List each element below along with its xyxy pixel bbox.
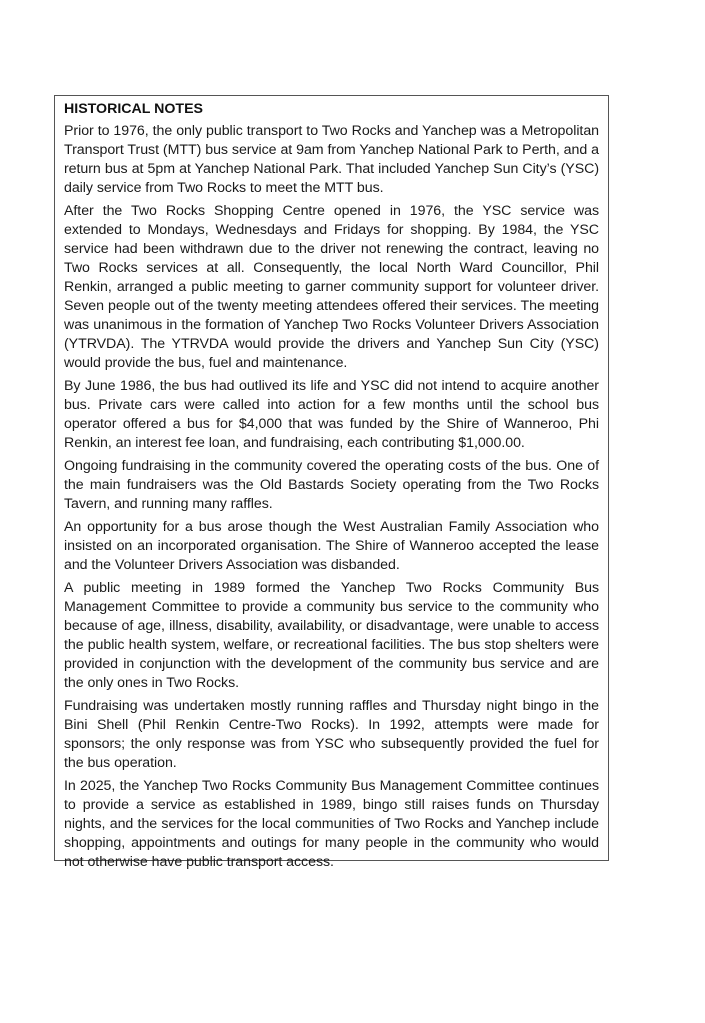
notes-title: HISTORICAL NOTES [64, 101, 203, 117]
notes-paragraph-1986-bus: By June 1986, the bus had outlived its life and YSC did not intend to acquire another bus. Private cars were called into action for a few months until the school bus operator offered a bus for $4,000 that was funded by the Shire of Wanneroo, Phi Renkin, an interest fee loan, and fundraising, each contributing $1,000.00. [64, 378, 599, 451]
notes-paragraph-bingo-sponsors: Fundraising was undertaken mostly running raffles and Thursday night bingo in the Bini Shell (Phil Renkin Centre-Two Rocks). In 1992, attempts were made for sponsors; the only response was from YSC who subsequently provided the fuel for the bus operation. [64, 698, 599, 771]
notes-paragraph-2025: In 2025, the Yanchep Two Rocks Community Bus Management Committee continues to provide a service as established in 1989, bingo still raises funds on Thursday nights, and the services for the local communities of Two Rocks and Yanchep include shopping, appointments and outings for many people in the community who would not otherwise have public transport access. [64, 778, 599, 870]
historical-notes-box [54, 95, 609, 870]
notes-paragraph-pre-1976: Prior to 1976, the only public transport to Two Rocks and Yanchep was a Metropolitan Transport Trust (MTT) bus service at 9am from Yanchep National Park to Perth, and a return bus at 5pm at Yanchep National Park. That included Yanchep Sun City’s (YSC) daily service from Two Rocks to meet the MTT bus. [64, 123, 599, 196]
notes-paragraph-volunteer-drivers: After the Two Rocks Shopping Centre opened in 1976, the YSC service was extended to Mondays, Wednesdays and Fridays for shopping. By 1984, the YSC service had been withdrawn due to the driver not renewing the contract, leaving no Two Rocks services at all. Consequently, the local North Ward Councillor, Phil Renkin, arranged a public meeting to garner community support for volunteer driver. Seven people out of the twenty meeting attendees offered their services. The meeting was unanimous in the formation of Yanchep Two Rocks Volunteer Drivers Association (YTRVDA). The YTRVDA would provide the drivers and Yanchep Sun City (YSC) would provide the bus, fuel and maintenance. [64, 203, 599, 371]
notes-paragraph-ongoing-fundraising: Ongoing fundraising in the community covered the operating costs of the bus. One of the main fundraisers was the Old Bastards Society operating from the Two Rocks Tavern, and running many raffles. [64, 458, 599, 512]
notes-paragraph-1989-committee: A public meeting in 1989 formed the Yanchep Two Rocks Community Bus Management Committee to provide a community bus service to the community who because of age, illness, disability, availability, or disadvantage, were unable to access the public health system, welfare, or recreational facilities. The bus stop shelters were provided in conjunction with the development of the community bus service and are the only ones in Two Rocks. [64, 580, 599, 691]
notes-paragraph-family-association: An opportunity for a bus arose though the West Australian Family Association who insisted on an incorporated organisation. The Shire of Wanneroo accepted the lease and the Volunteer Drivers Association was disbanded. [64, 519, 599, 573]
